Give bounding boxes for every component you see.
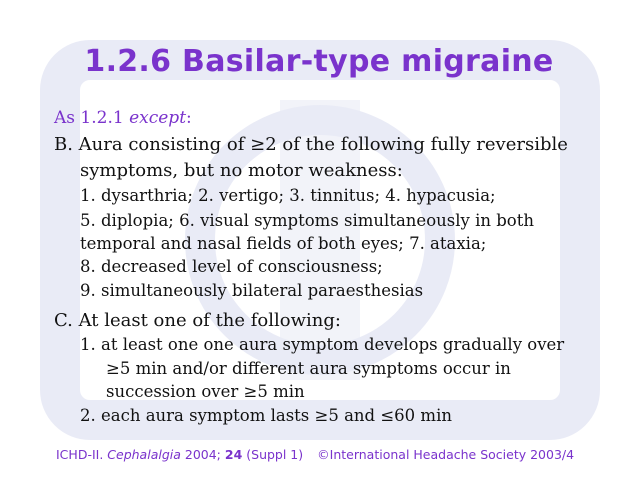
criterion-b-heading-cont: symptoms, but no motor weakness:: [80, 160, 403, 181]
criterion-b-item: 5. diplopia; 6. visual symptoms simultaneously in both: [80, 211, 534, 230]
criterion-b-item: 8. decreased level of consciousness;: [80, 257, 383, 276]
criterion-b-item: 1. dysarthria; 2. vertigo; 3. tinnitus; 4. hypacusia;: [80, 186, 496, 205]
slide-title: 1.2.6 Basilar-type migraine: [84, 44, 554, 79]
criterion-b-item: temporal and nasal fields of both eyes; 7. ataxia;: [80, 234, 487, 253]
criterion-c-heading: C. At least one of the following:: [54, 310, 341, 331]
copyright-notice: ©International Headache Society 2003/4: [317, 447, 575, 462]
criterion-c-item-cont: ≥5 min and/or different aura symptoms occur in: [106, 359, 511, 378]
criterion-c-item: 2. each aura symptom lasts ≥5 and ≤60 min: [80, 406, 452, 425]
criterion-c-item: 1. at least one one aura symptom develops gradually over: [80, 335, 565, 354]
citation-footer: ICHD-II. Cephalalgia 2004; 24 (Suppl 1) ©International Headache Society 2003/4: [56, 447, 575, 462]
criterion-b-item: 9. simultaneously bilateral paraesthesias: [80, 281, 424, 300]
criterion-c-item-cont: succession over ≥5 min: [106, 382, 305, 401]
criterion-b-heading: B. Aura consisting of ≥2 of the following fully reversible: [54, 134, 568, 155]
intro-line: As 1.2.1 except:: [54, 108, 192, 128]
